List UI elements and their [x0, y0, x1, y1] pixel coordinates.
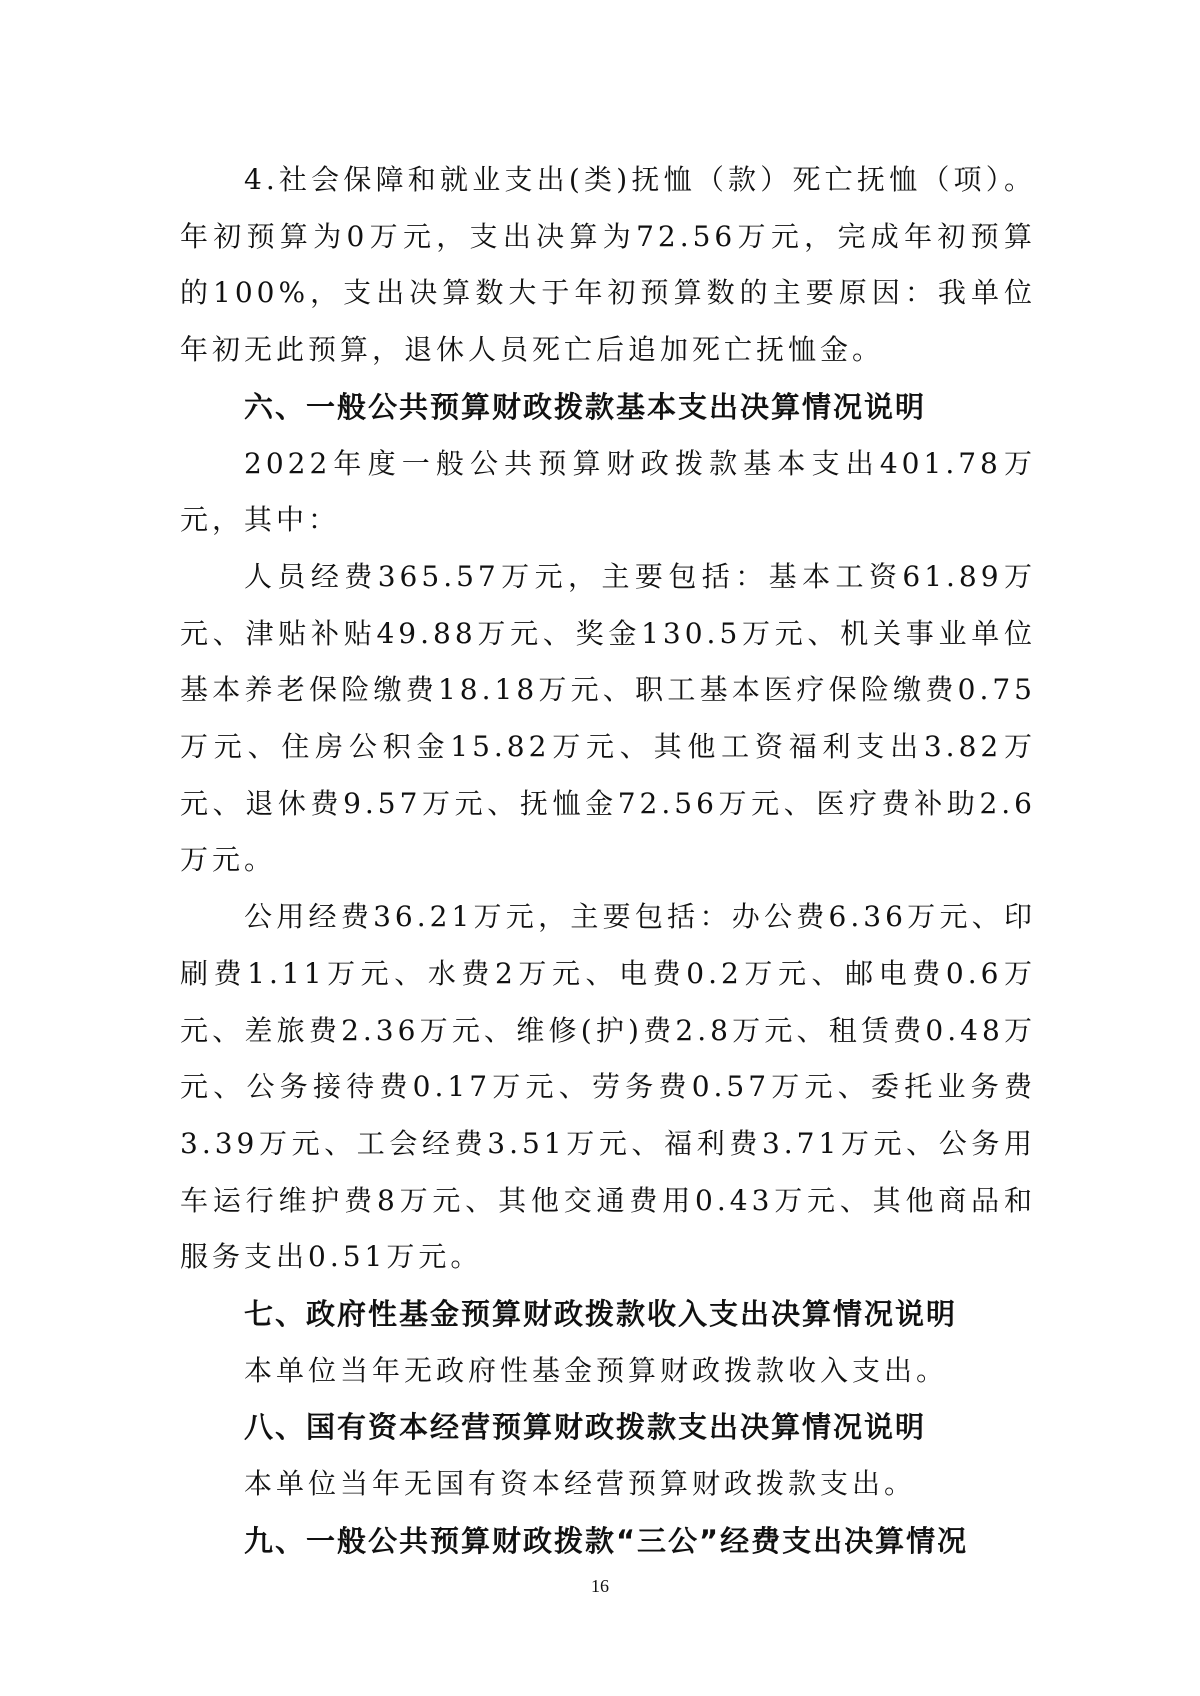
- paragraph-government-fund: 本单位当年无政府性基金预算财政拨款收入支出。: [244, 1353, 949, 1387]
- section-heading-7: 七、政府性基金预算财政拨款收入支出决算情况说明: [244, 1297, 958, 1332]
- paragraph-basic-expenditure-total: 2022年度一般公共预算财政拨款基本支出401.78万元，其中：: [180, 446, 1036, 537]
- paragraph-public-expenses: 公用经费36.21万元，主要包括：办公费6.36万元、印刷费1.11万元、水费2万元、电费0.2万元、邮电费0.6万元、差旅费2.36万元、维修(护)费2.8万元、租赁费0.48万元、公务接待费0.17万元、劳务费0.57万元、委托业务费3.39万元、工会经费3.51万元、福利费3.71万元、公务用车运行维护费8万元、其他交通费用0.43万元、其他商品和服务支出0.51万元。: [180, 900, 1036, 1274]
- page-number: 16: [591, 1576, 609, 1596]
- section-heading-6: 六、一般公共预算财政拨款基本支出决算情况说明: [244, 389, 927, 424]
- page-body: [180, 152, 1036, 1570]
- paragraph-social-security-pension: 4.社会保障和就业支出(类)抚恤（款）死亡抚恤（项）。年初预算为0万元，支出决算为72.56万元，完成年初预算的100%，支出决算数大于年初预算数的主要原因：我单位年初无此预算，退休人员死亡后追加死亡抚恤金。: [180, 163, 1036, 367]
- section-heading-8: 八、国有资本经营预算财政拨款支出决算情况说明: [244, 1410, 927, 1445]
- paragraph-personnel-expenses: 人员经费365.57万元，主要包括：基本工资61.89万元、津贴补贴49.88万元、奖金130.5万元、机关事业单位基本养老保险缴费18.18万元、职工基本医疗保险缴费0.75万元、住房公积金15.82万元、其他工资福利支出3.82万元、退休费9.57万元、抚恤金72.56万元、医疗费补助2.6万元。: [180, 559, 1036, 877]
- section-heading-9: 九、一般公共预算财政拨款“三公”经费支出决算情况: [244, 1523, 969, 1558]
- paragraph-state-capital: 本单位当年无国有资本经营预算财政拨款支出。: [244, 1467, 917, 1501]
